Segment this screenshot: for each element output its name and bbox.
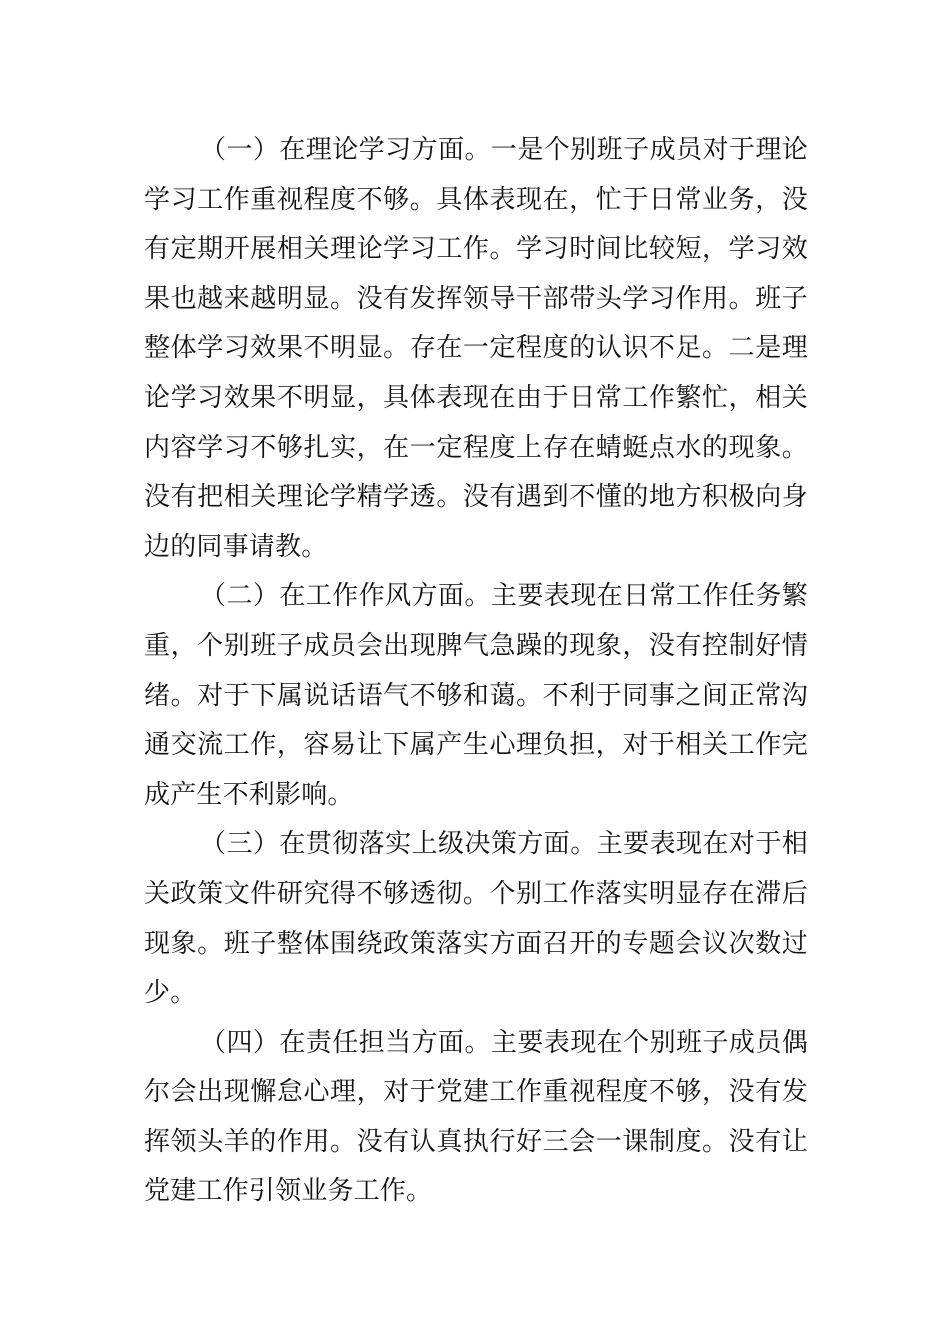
document-body (144, 126, 808, 1217)
paragraph-theory-study: （一）在理论学习方面。一是个别班子成员对于理论学习工作重视程度不够。具体表现在，忙于日常业务，没有定期开展相关理论学习工作。学习时间比较短，学习效果也越来越明显。没有发挥领导干部带头学习作用。班子整体学习效果不明显。存在一定程度的认识不足。二是理论学习效果不明显，具体表现在由于日常工作繁忙，相关内容学习不够扎实，在一定程度上存在蜻蜓点水的现象。没有把相关理论学精学透。没有遇到不懂的地方积极向身边的同事请教。 (144, 135, 808, 562)
paragraph-work-style: （二）在工作作风方面。主要表现在日常工作任务繁重，个别班子成员会出现脾气急躁的现象，没有控制好情绪。对于下属说话语气不够和蔼。不利于同事之间正常沟通交流工作，容易让下属产生心理负担，对于相关工作完成产生不利影响。 (144, 581, 808, 810)
paragraph-responsibility: （四）在责任担当方面。主要表现在个别班子成员偶尔会出现懈怠心理，对于党建工作重视程度不够，没有发挥领头羊的作用。没有认真执行好三会一课制度。没有让党建工作引领业务工作。 (144, 1027, 808, 1207)
paragraph-policy-implementation: （三）在贯彻落实上级决策方面。主要表现在对于相关政策文件研究得不够透彻。个别工作落实明显存在滞后现象。班子整体围绕政策落实方面召开的专题会议次数过少。 (144, 829, 808, 1009)
